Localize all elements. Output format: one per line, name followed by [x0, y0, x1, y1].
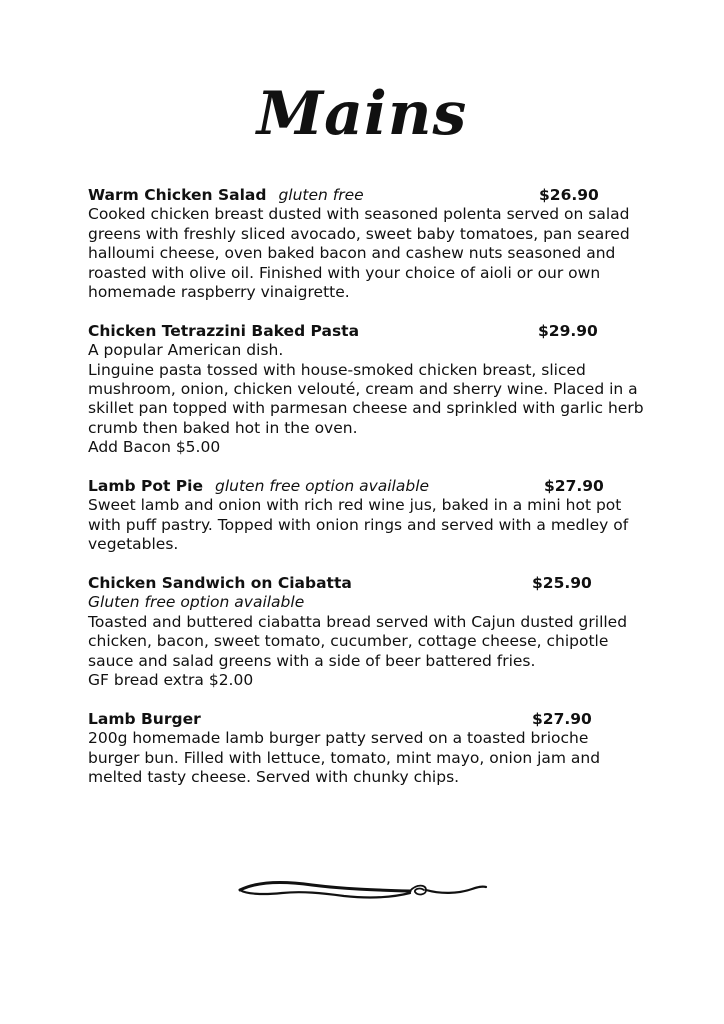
menu-item-description-line: A popular American dish.: [88, 341, 284, 360]
menu-item-price: $27.90: [544, 477, 604, 496]
menu-item-description-line: crumb then baked hot in the oven.: [88, 418, 358, 437]
menu-item-name: Chicken Tetrazzini Baked Pasta: [88, 321, 360, 340]
menu-item-dietary-note: gluten free option available: [214, 477, 430, 496]
menu-item-description-line: with puff pastry. Topped with onion rings and served with a medley of: [88, 515, 629, 534]
menu-item: [88, 710, 648, 788]
menu-item-description-line: halloumi cheese, oven baked bacon and cashew nuts seasoned and: [88, 244, 616, 263]
menu-item-description-line: Cooked chicken breast dusted with seasoned polenta served on salad: [88, 205, 630, 224]
menu-item: [88, 322, 648, 458]
menu-item-description-line: sauce and salad greens with a side of beer battered fries.: [88, 651, 536, 670]
menu-item-addon: Add Bacon $5.00: [88, 438, 221, 457]
menu-item-price: $26.90: [539, 186, 599, 204]
menu-item-price: $29.90: [538, 321, 598, 340]
menu-item-description-line: mushroom, onion, chicken velouté, cream and sherry wine. Placed in a: [88, 380, 638, 399]
menu-item-header: [88, 186, 648, 205]
menu-item-description-line: chicken, bacon, sweet tomato, cucumber, cottage cheese, chipotle: [88, 632, 609, 651]
menu-item-header: [88, 710, 648, 729]
menu-item-name: Warm Chicken Salad: [88, 186, 267, 204]
menu-item-dietary-note: gluten free: [278, 186, 364, 204]
menu-list: [88, 186, 648, 787]
flourish-divider-icon: [232, 872, 492, 912]
menu-item-price: $27.90: [532, 709, 592, 728]
menu-item-price: $25.90: [532, 574, 592, 593]
menu-item-name: Chicken Sandwich on Ciabatta: [88, 574, 352, 593]
menu-item-description-line: Linguine pasta tossed with house-smoked chicken breast, sliced: [88, 360, 586, 379]
menu-item-description-line: melted tasty cheese. Served with chunky chips.: [88, 768, 460, 787]
menu-item-description-line: greens with freshly sliced avocado, sweet baby tomatoes, pan seared: [88, 224, 630, 243]
menu-item: [88, 477, 648, 555]
menu-item-name: Lamb Pot Pie: [88, 477, 203, 496]
menu-item-name: Lamb Burger: [88, 709, 201, 728]
page-title: Mains: [256, 79, 468, 149]
menu-item-dietary-note: Gluten free option available: [88, 593, 305, 612]
menu-item-description-line: roasted with olive oil. Finished with your choice of aioli or our own: [88, 263, 601, 282]
menu-item-description-line: 200g homemade lamb burger patty served on a toasted brioche: [88, 729, 589, 748]
menu-item-description-line: vegetables.: [88, 535, 179, 554]
menu-item-header: [88, 477, 648, 496]
menu-item-description-line: homemade raspberry vinaigrette.: [88, 283, 350, 302]
menu-item: [88, 574, 648, 690]
menu-item: [88, 186, 648, 302]
menu-item-description-line: burger bun. Filled with lettuce, tomato, mint mayo, onion jam and: [88, 748, 601, 767]
menu-item-header: [88, 322, 648, 341]
menu-item-header: [88, 574, 648, 593]
menu-item-description-line: skillet pan topped with parmesan cheese and sprinkled with garlic herb: [88, 399, 644, 418]
menu-item-addon: GF bread extra $2.00: [88, 671, 254, 690]
menu-item-description-line: Sweet lamb and onion with rich red wine jus, baked in a mini hot pot: [88, 496, 622, 515]
menu-item-description-line: Toasted and buttered ciabatta bread served with Cajun dusted grilled: [88, 612, 628, 631]
